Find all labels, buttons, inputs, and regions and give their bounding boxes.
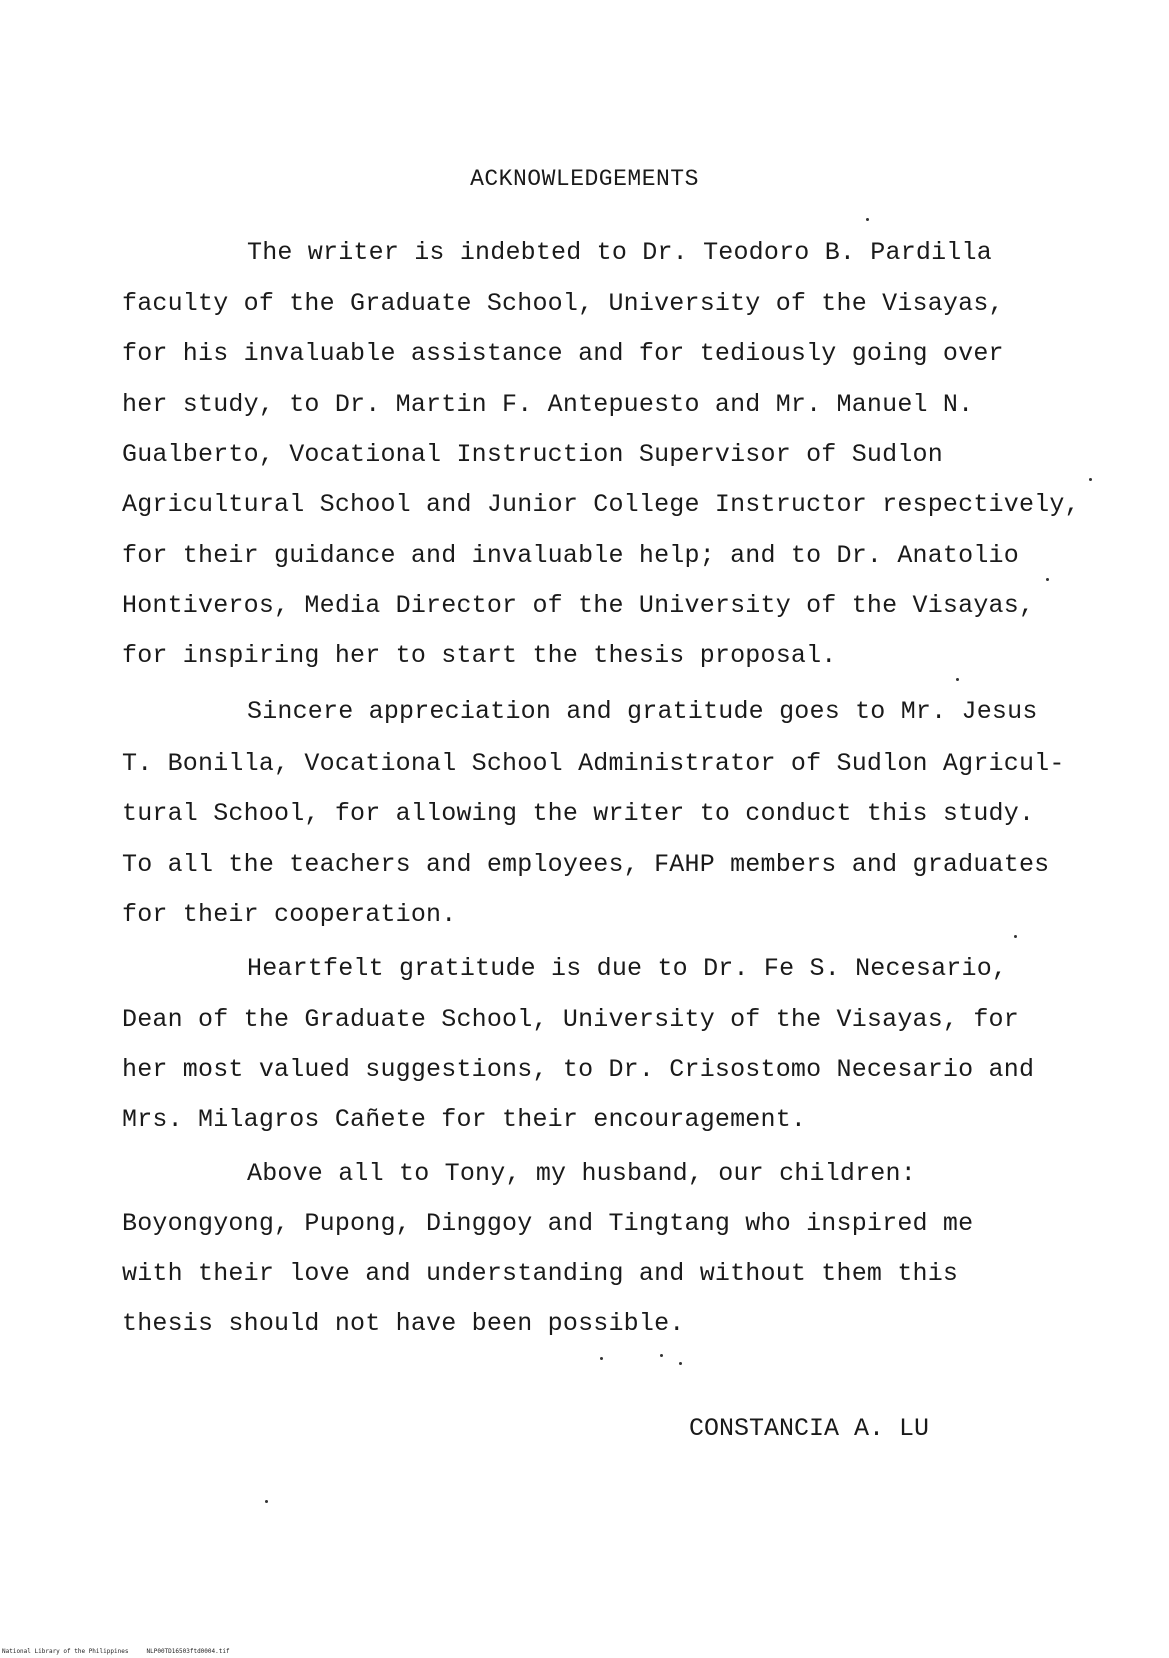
body-line-1: The writer is indebted to Dr. Teodoro B. Pardilla (247, 238, 992, 267)
body-line-7: for their guidance and invaluable help; and to Dr. Anatolio (122, 541, 1019, 570)
scan-speck (1014, 935, 1017, 938)
body-line-21: with their love and understanding and without them this (122, 1259, 959, 1288)
body-line-8: Hontiveros, Media Director of the University of the Visayas, (122, 591, 1035, 620)
body-line-12: tural School, for allowing the writer to conduct this study. (122, 799, 1035, 828)
body-line-19: Above all to Tony, my husband, our children: (247, 1159, 916, 1188)
body-line-17: her most valued suggestions, to Dr. Crisostomo Necesario and (122, 1055, 1035, 1084)
body-line-14: for their cooperation. (122, 900, 457, 929)
body-line-5: Gualberto, Vocational Instruction Supervisor of Sudlon (122, 440, 943, 469)
body-line-16: Dean of the Graduate School, University of the Visayas, for (122, 1005, 1019, 1034)
scan-footer (2, 1648, 230, 1655)
body-line-9: for inspiring her to start the thesis proposal. (122, 641, 837, 670)
body-line-15: Heartfelt gratitude is due to Dr. Fe S. Necesario, (247, 954, 1008, 983)
footer-library: National Library of the Philippines (2, 1648, 129, 1655)
scan-speck (1089, 478, 1092, 481)
scan-speck (679, 1362, 682, 1365)
scan-speck (660, 1354, 663, 1357)
author-signature: CONSTANCIA A. LU (689, 1414, 930, 1443)
body-line-4: her study, to Dr. Martin F. Antepuesto and Mr. Manuel N. (122, 390, 974, 419)
body-line-6: Agricultural School and Junior College Instructor respectively, (122, 490, 1080, 519)
body-line-11: T. Bonilla, Vocational School Administrator of Sudlon Agricul- (122, 749, 1065, 778)
scan-speck (866, 218, 869, 221)
footer-filename: NLP00TD16503ftd0004.tif (146, 1648, 230, 1655)
scan-speck (600, 1357, 603, 1360)
scan-speck (956, 678, 959, 681)
scan-speck (265, 1500, 268, 1503)
body-line-18: Mrs. Milagros Cañete for their encouragement. (122, 1105, 807, 1134)
body-line-2: faculty of the Graduate School, University of the Visayas, (122, 289, 1004, 318)
body-line-10: Sincere appreciation and gratitude goes to Mr. Jesus (247, 697, 1038, 726)
page-title: ACKNOWLEDGEMENTS (470, 166, 699, 192)
body-line-3: for his invaluable assistance and for tediously going over (122, 339, 1004, 368)
body-line-22: thesis should not have been possible. (122, 1309, 685, 1338)
body-line-20: Boyongyong, Pupong, Dinggoy and Tingtang who inspired me (122, 1209, 974, 1238)
body-line-13: To all the teachers and employees, FAHP members and graduates (122, 850, 1050, 879)
scan-speck (1046, 578, 1049, 581)
